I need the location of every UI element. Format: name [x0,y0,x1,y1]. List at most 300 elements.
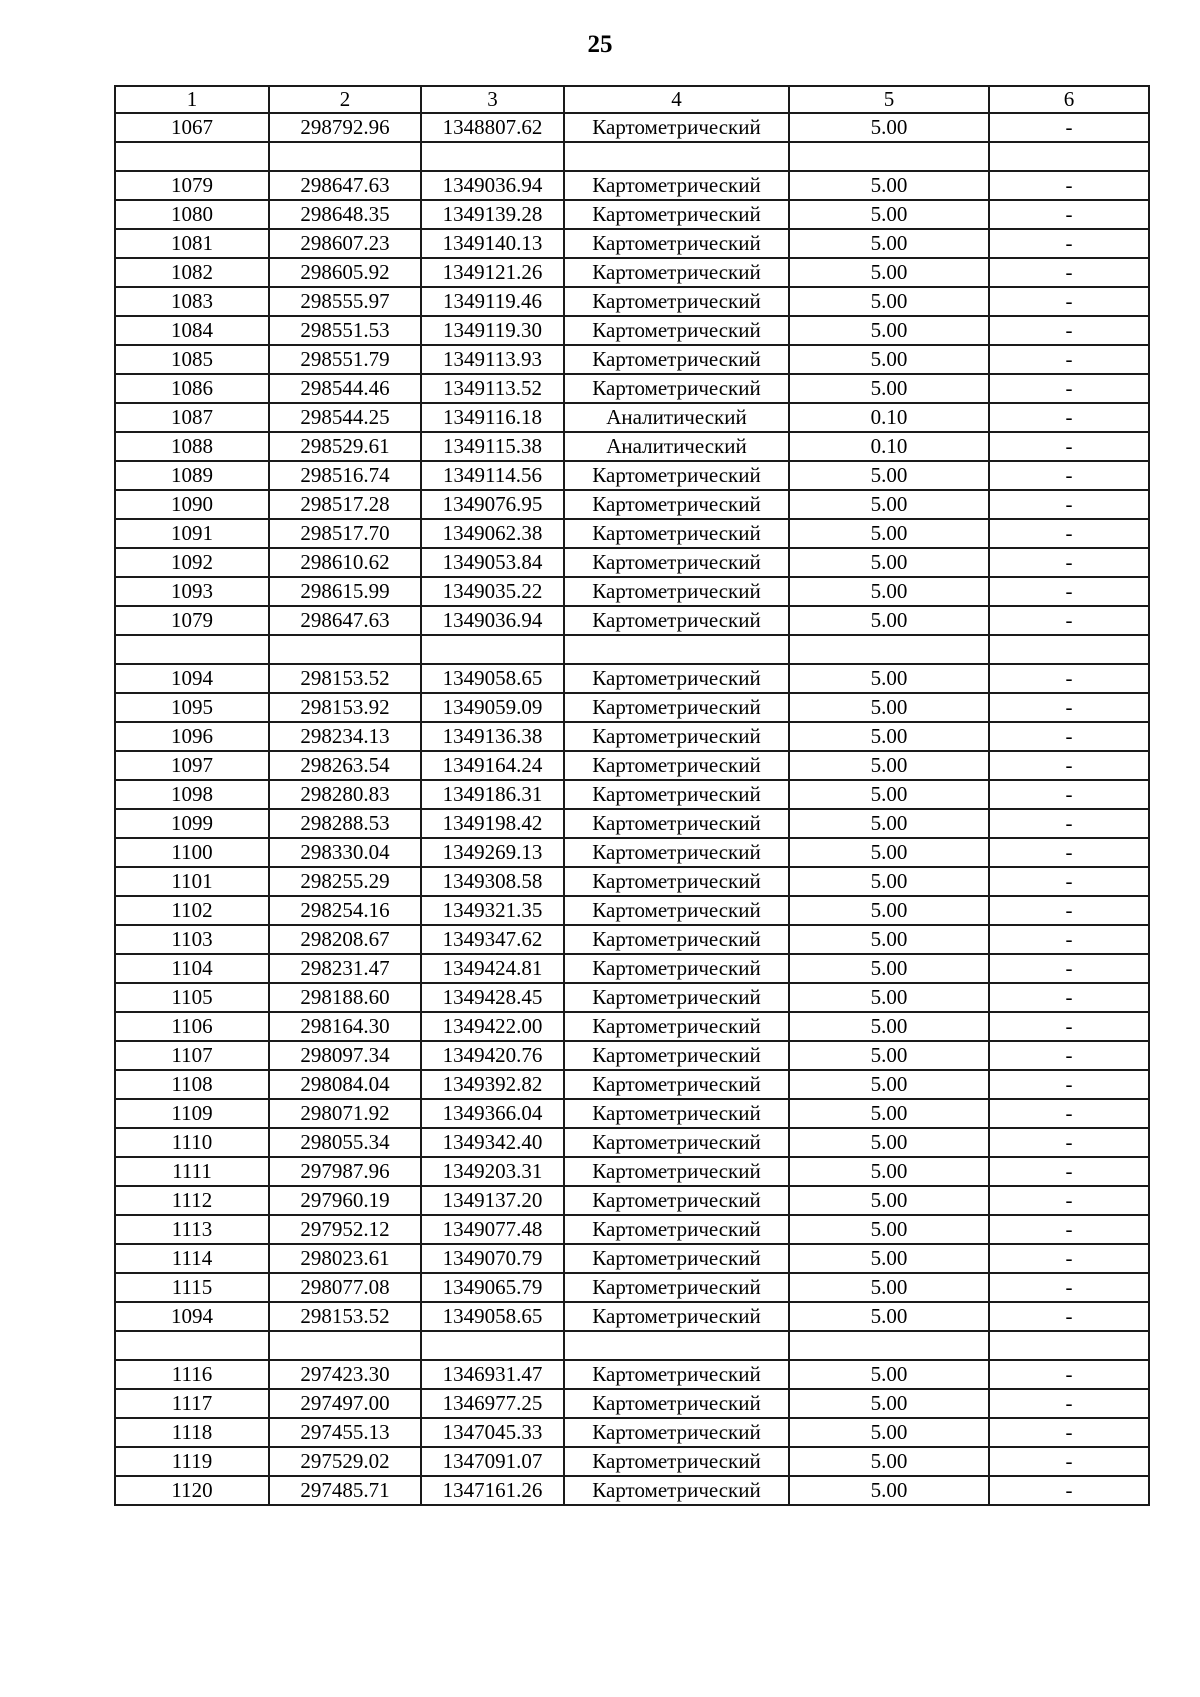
point-number-cell: 1091 [115,519,269,548]
table-row [115,519,1149,548]
x-coordinate-cell: 298055.34 [269,1128,421,1157]
table-row [115,751,1149,780]
point-number-cell: 1083 [115,287,269,316]
note-cell: - [989,1041,1149,1070]
table-row [115,925,1149,954]
separator-row [115,1331,1149,1360]
method-cell: Картометрический [564,1099,789,1128]
note-cell: - [989,1099,1149,1128]
point-number-cell: 1103 [115,925,269,954]
y-coordinate-cell: 1346977.25 [421,1389,564,1418]
note-cell: - [989,751,1149,780]
y-coordinate-cell: 1349062.38 [421,519,564,548]
accuracy-cell: 5.00 [789,983,989,1012]
note-cell: - [989,954,1149,983]
method-cell: Картометрический [564,867,789,896]
method-cell: Картометрический [564,1244,789,1273]
x-coordinate-cell: 298164.30 [269,1012,421,1041]
table-row [115,1302,1149,1331]
note-cell: - [989,229,1149,258]
method-cell: Картометрический [564,1157,789,1186]
note-cell: - [989,1447,1149,1476]
x-coordinate-cell: 298288.53 [269,809,421,838]
x-coordinate-cell: 298647.63 [269,171,421,200]
point-number-cell: 1079 [115,606,269,635]
note-cell: - [989,374,1149,403]
x-coordinate-cell: 298330.04 [269,838,421,867]
x-coordinate-cell: 298610.62 [269,548,421,577]
note-cell: - [989,490,1149,519]
point-number-cell [115,142,269,171]
y-coordinate-cell [421,635,564,664]
point-number-cell: 1116 [115,1360,269,1389]
method-cell [564,635,789,664]
method-cell [564,142,789,171]
y-coordinate-cell: 1349347.62 [421,925,564,954]
note-cell [989,635,1149,664]
y-coordinate-cell: 1349114.56 [421,461,564,490]
method-cell: Аналитический [564,432,789,461]
accuracy-cell: 5.00 [789,1418,989,1447]
accuracy-cell: 5.00 [789,606,989,635]
y-coordinate-cell: 1349164.24 [421,751,564,780]
note-cell: - [989,345,1149,374]
y-coordinate-cell: 1346931.47 [421,1360,564,1389]
x-coordinate-cell: 298071.92 [269,1099,421,1128]
point-number-cell: 1099 [115,809,269,838]
y-coordinate-cell: 1349119.30 [421,316,564,345]
y-coordinate-cell [421,142,564,171]
accuracy-cell: 5.00 [789,896,989,925]
method-cell: Картометрический [564,1447,789,1476]
method-cell: Картометрический [564,1302,789,1331]
point-number-cell: 1067 [115,113,269,142]
x-coordinate-cell: 298280.83 [269,780,421,809]
point-number-cell: 1094 [115,664,269,693]
point-number-cell: 1110 [115,1128,269,1157]
method-cell: Картометрический [564,896,789,925]
method-cell: Картометрический [564,287,789,316]
y-coordinate-cell: 1349321.35 [421,896,564,925]
table-row [115,345,1149,374]
table-row [115,1070,1149,1099]
note-cell: - [989,1389,1149,1418]
note-cell: - [989,1215,1149,1244]
accuracy-cell: 0.10 [789,403,989,432]
x-coordinate-cell: 298615.99 [269,577,421,606]
point-number-cell: 1098 [115,780,269,809]
note-cell: - [989,809,1149,838]
accuracy-cell: 5.00 [789,780,989,809]
y-coordinate-cell: 1349121.26 [421,258,564,287]
x-coordinate-cell: 298551.53 [269,316,421,345]
accuracy-cell: 5.00 [789,925,989,954]
table-row [115,606,1149,635]
y-coordinate-cell: 1347091.07 [421,1447,564,1476]
y-coordinate-cell: 1349186.31 [421,780,564,809]
accuracy-cell: 5.00 [789,722,989,751]
table-row [115,287,1149,316]
x-coordinate-cell: 298517.28 [269,490,421,519]
method-cell: Картометрический [564,461,789,490]
note-cell: - [989,577,1149,606]
method-cell: Картометрический [564,1012,789,1041]
method-cell: Картометрический [564,1041,789,1070]
table-row [115,258,1149,287]
point-number-cell: 1106 [115,1012,269,1041]
point-number-cell: 1096 [115,722,269,751]
table-row [115,954,1149,983]
y-coordinate-cell: 1349342.40 [421,1128,564,1157]
note-cell: - [989,664,1149,693]
point-number-cell: 1102 [115,896,269,925]
table-row [115,374,1149,403]
column-header-3: 3 [421,86,564,113]
y-coordinate-cell: 1349065.79 [421,1273,564,1302]
point-number-cell: 1079 [115,171,269,200]
separator-row [115,142,1149,171]
table-row [115,1041,1149,1070]
method-cell: Картометрический [564,809,789,838]
y-coordinate-cell: 1349058.65 [421,664,564,693]
table-row [115,1215,1149,1244]
point-number-cell: 1097 [115,751,269,780]
table-row [115,461,1149,490]
y-coordinate-cell: 1349139.28 [421,200,564,229]
y-coordinate-cell: 1349392.82 [421,1070,564,1099]
y-coordinate-cell: 1349308.58 [421,867,564,896]
table-row [115,1476,1149,1505]
note-cell: - [989,1012,1149,1041]
x-coordinate-cell: 297952.12 [269,1215,421,1244]
point-number-cell: 1109 [115,1099,269,1128]
x-coordinate-cell: 297960.19 [269,1186,421,1215]
method-cell: Картометрический [564,1476,789,1505]
x-coordinate-cell: 298551.79 [269,345,421,374]
table-row [115,867,1149,896]
table-row [115,838,1149,867]
column-header-6: 6 [989,86,1149,113]
table-row [115,983,1149,1012]
x-coordinate-cell [269,142,421,171]
table-header [115,86,1149,113]
method-cell: Картометрический [564,490,789,519]
table-row [115,1273,1149,1302]
table-row [115,403,1149,432]
point-number-cell: 1104 [115,954,269,983]
accuracy-cell: 5.00 [789,113,989,142]
x-coordinate-cell: 298208.67 [269,925,421,954]
table-row [115,1128,1149,1157]
x-coordinate-cell: 298517.70 [269,519,421,548]
point-number-cell: 1113 [115,1215,269,1244]
accuracy-cell: 5.00 [789,287,989,316]
note-cell: - [989,1186,1149,1215]
accuracy-cell: 5.00 [789,1041,989,1070]
coordinates-table [114,85,1150,1506]
table-row [115,1418,1149,1447]
point-number-cell: 1120 [115,1476,269,1505]
point-number-cell: 1081 [115,229,269,258]
point-number-cell [115,1331,269,1360]
table-row [115,1012,1149,1041]
x-coordinate-cell: 298097.34 [269,1041,421,1070]
column-header-2: 2 [269,86,421,113]
x-coordinate-cell [269,1331,421,1360]
y-coordinate-cell: 1348807.62 [421,113,564,142]
note-cell: - [989,1244,1149,1273]
point-number-cell: 1105 [115,983,269,1012]
x-coordinate-cell: 298605.92 [269,258,421,287]
point-number-cell: 1100 [115,838,269,867]
x-coordinate-cell: 298529.61 [269,432,421,461]
accuracy-cell: 5.00 [789,171,989,200]
x-coordinate-cell: 298516.74 [269,461,421,490]
x-coordinate-cell: 298231.47 [269,954,421,983]
point-number-cell [115,635,269,664]
method-cell: Картометрический [564,1418,789,1447]
accuracy-cell: 0.10 [789,432,989,461]
x-coordinate-cell [269,635,421,664]
method-cell: Картометрический [564,780,789,809]
y-coordinate-cell: 1349115.38 [421,432,564,461]
note-cell: - [989,171,1149,200]
method-cell: Картометрический [564,374,789,403]
y-coordinate-cell: 1349136.38 [421,722,564,751]
accuracy-cell: 5.00 [789,258,989,287]
accuracy-cell: 5.00 [789,954,989,983]
method-cell [564,1331,789,1360]
table-row [115,896,1149,925]
note-cell: - [989,432,1149,461]
x-coordinate-cell: 298188.60 [269,983,421,1012]
point-number-cell: 1086 [115,374,269,403]
point-number-cell: 1119 [115,1447,269,1476]
accuracy-cell: 5.00 [789,1186,989,1215]
y-coordinate-cell: 1349035.22 [421,577,564,606]
accuracy-cell: 5.00 [789,1128,989,1157]
method-cell: Картометрический [564,1389,789,1418]
table-row [115,200,1149,229]
note-cell: - [989,258,1149,287]
accuracy-cell: 5.00 [789,1070,989,1099]
method-cell: Картометрический [564,171,789,200]
header-row [115,86,1149,113]
x-coordinate-cell: 298255.29 [269,867,421,896]
point-number-cell: 1108 [115,1070,269,1099]
note-cell: - [989,1418,1149,1447]
y-coordinate-cell: 1349036.94 [421,606,564,635]
point-number-cell: 1114 [115,1244,269,1273]
note-cell: - [989,113,1149,142]
note-cell: - [989,1070,1149,1099]
x-coordinate-cell: 297497.00 [269,1389,421,1418]
accuracy-cell: 5.00 [789,316,989,345]
method-cell: Картометрический [564,316,789,345]
y-coordinate-cell: 1349113.93 [421,345,564,374]
table-row [115,577,1149,606]
method-cell: Картометрический [564,519,789,548]
x-coordinate-cell: 298077.08 [269,1273,421,1302]
accuracy-cell: 5.00 [789,229,989,258]
point-number-cell: 1118 [115,1418,269,1447]
method-cell: Картометрический [564,664,789,693]
accuracy-cell: 5.00 [789,577,989,606]
point-number-cell: 1082 [115,258,269,287]
accuracy-cell: 5.00 [789,664,989,693]
note-cell: - [989,200,1149,229]
x-coordinate-cell: 298647.63 [269,606,421,635]
y-coordinate-cell: 1349059.09 [421,693,564,722]
note-cell: - [989,519,1149,548]
y-coordinate-cell: 1349269.13 [421,838,564,867]
point-number-cell: 1084 [115,316,269,345]
point-number-cell: 1089 [115,461,269,490]
y-coordinate-cell: 1349420.76 [421,1041,564,1070]
x-coordinate-cell: 297529.02 [269,1447,421,1476]
accuracy-cell: 5.00 [789,809,989,838]
table-row [115,229,1149,258]
table-row [115,490,1149,519]
method-cell: Картометрический [564,693,789,722]
method-cell: Картометрический [564,577,789,606]
note-cell: - [989,896,1149,925]
y-coordinate-cell: 1349119.46 [421,287,564,316]
accuracy-cell: 5.00 [789,1012,989,1041]
note-cell: - [989,287,1149,316]
table-row [115,1099,1149,1128]
note-cell: - [989,548,1149,577]
accuracy-cell: 5.00 [789,1389,989,1418]
x-coordinate-cell: 297987.96 [269,1157,421,1186]
x-coordinate-cell: 298153.52 [269,1302,421,1331]
x-coordinate-cell: 298254.16 [269,896,421,925]
x-coordinate-cell: 298153.52 [269,664,421,693]
x-coordinate-cell: 298555.97 [269,287,421,316]
method-cell: Картометрический [564,229,789,258]
method-cell: Картометрический [564,925,789,954]
point-number-cell: 1107 [115,1041,269,1070]
note-cell: - [989,780,1149,809]
note-cell: - [989,1476,1149,1505]
method-cell: Картометрический [564,1360,789,1389]
accuracy-cell: 5.00 [789,490,989,519]
x-coordinate-cell: 298263.54 [269,751,421,780]
y-coordinate-cell: 1349077.48 [421,1215,564,1244]
column-header-5: 5 [789,86,989,113]
table-row [115,171,1149,200]
note-cell: - [989,606,1149,635]
y-coordinate-cell: 1349076.95 [421,490,564,519]
x-coordinate-cell: 297485.71 [269,1476,421,1505]
accuracy-cell: 5.00 [789,461,989,490]
x-coordinate-cell: 297423.30 [269,1360,421,1389]
y-coordinate-cell: 1349053.84 [421,548,564,577]
table-row [115,780,1149,809]
accuracy-cell: 5.00 [789,548,989,577]
x-coordinate-cell: 297455.13 [269,1418,421,1447]
y-coordinate-cell: 1349366.04 [421,1099,564,1128]
point-number-cell: 1092 [115,548,269,577]
x-coordinate-cell: 298234.13 [269,722,421,751]
x-coordinate-cell: 298648.35 [269,200,421,229]
method-cell: Картометрический [564,258,789,287]
y-coordinate-cell [421,1331,564,1360]
point-number-cell: 1093 [115,577,269,606]
y-coordinate-cell: 1349424.81 [421,954,564,983]
point-number-cell: 1080 [115,200,269,229]
accuracy-cell [789,635,989,664]
note-cell: - [989,1360,1149,1389]
accuracy-cell: 5.00 [789,867,989,896]
x-coordinate-cell: 298607.23 [269,229,421,258]
y-coordinate-cell: 1349428.45 [421,983,564,1012]
table-body [115,113,1149,1505]
x-coordinate-cell: 298153.92 [269,693,421,722]
y-coordinate-cell: 1347161.26 [421,1476,564,1505]
accuracy-cell: 5.00 [789,519,989,548]
note-cell [989,1331,1149,1360]
table-row [115,1157,1149,1186]
note-cell [989,142,1149,171]
accuracy-cell: 5.00 [789,1244,989,1273]
accuracy-cell [789,1331,989,1360]
point-number-cell: 1101 [115,867,269,896]
method-cell: Картометрический [564,751,789,780]
method-cell: Картометрический [564,954,789,983]
point-number-cell: 1112 [115,1186,269,1215]
y-coordinate-cell: 1347045.33 [421,1418,564,1447]
accuracy-cell: 5.00 [789,1302,989,1331]
point-number-cell: 1095 [115,693,269,722]
y-coordinate-cell: 1349116.18 [421,403,564,432]
note-cell: - [989,1157,1149,1186]
note-cell: - [989,693,1149,722]
y-coordinate-cell: 1349058.65 [421,1302,564,1331]
note-cell: - [989,983,1149,1012]
note-cell: - [989,838,1149,867]
point-number-cell: 1094 [115,1302,269,1331]
table-row [115,432,1149,461]
point-number-cell: 1085 [115,345,269,374]
accuracy-cell: 5.00 [789,751,989,780]
method-cell: Картометрический [564,1273,789,1302]
y-coordinate-cell: 1349113.52 [421,374,564,403]
point-number-cell: 1088 [115,432,269,461]
method-cell: Картометрический [564,722,789,751]
method-cell: Картометрический [564,113,789,142]
table-row [115,1186,1149,1215]
column-header-1: 1 [115,86,269,113]
note-cell: - [989,867,1149,896]
x-coordinate-cell: 298544.25 [269,403,421,432]
point-number-cell: 1111 [115,1157,269,1186]
method-cell: Картометрический [564,1070,789,1099]
column-header-4: 4 [564,86,789,113]
x-coordinate-cell: 298792.96 [269,113,421,142]
method-cell: Картометрический [564,838,789,867]
y-coordinate-cell: 1349070.79 [421,1244,564,1273]
note-cell: - [989,1128,1149,1157]
accuracy-cell: 5.00 [789,1476,989,1505]
separator-row [115,635,1149,664]
point-number-cell: 1115 [115,1273,269,1302]
y-coordinate-cell: 1349140.13 [421,229,564,258]
note-cell: - [989,722,1149,751]
accuracy-cell: 5.00 [789,1215,989,1244]
method-cell: Картометрический [564,345,789,374]
point-number-cell: 1087 [115,403,269,432]
